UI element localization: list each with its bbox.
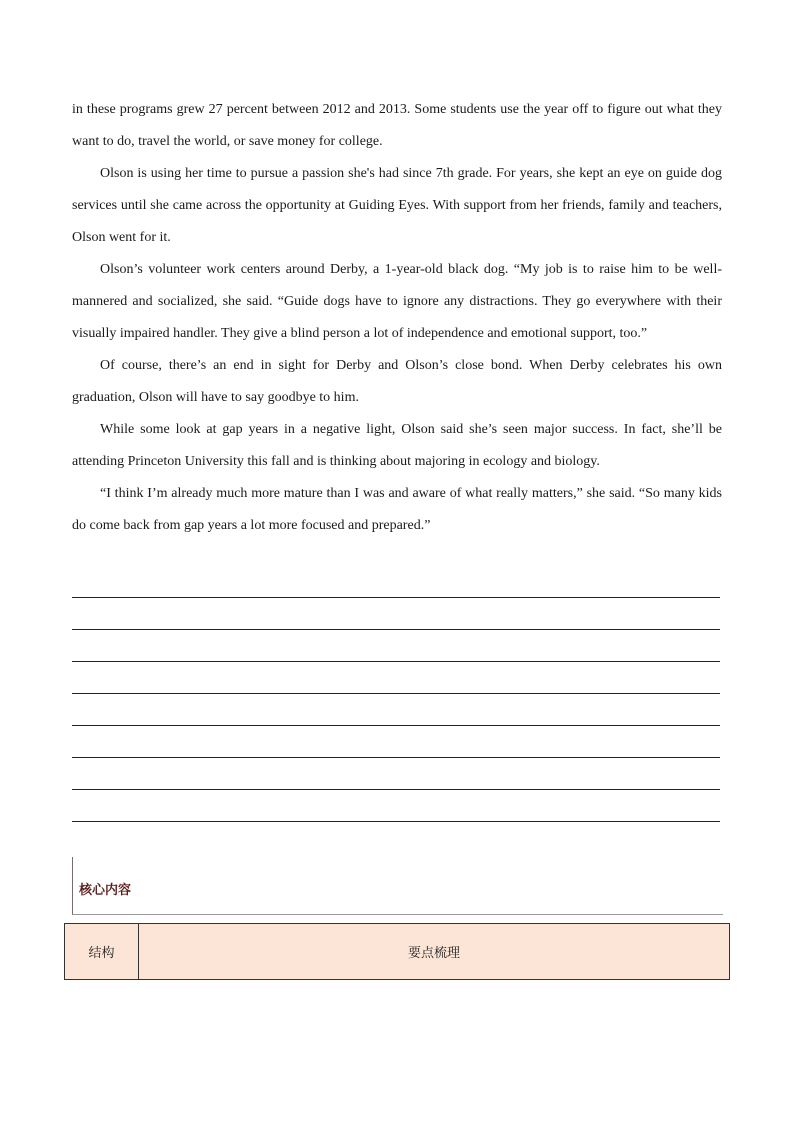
answer-line xyxy=(72,642,720,674)
paragraph-6: “I think I’m already much more mature than I was and aware of what really matters,” she said. “So many kids do come back from gap years a lot more focused and prepared.” xyxy=(72,486,722,533)
structure-table xyxy=(64,923,730,980)
answer-line xyxy=(72,578,720,610)
answer-line xyxy=(72,738,720,770)
section-header xyxy=(72,857,723,915)
section-title: 核心内容 xyxy=(79,883,132,898)
table-header-structure: 结构 xyxy=(65,924,139,980)
table-header-key-points: 要点梳理 xyxy=(139,924,730,980)
paragraph-1: in these programs grew 27 percent between 2012 and 2013. Some students use the year off to figure out what they want to do, travel the world, or save money for college. xyxy=(72,102,722,149)
paragraph-2: Olson is using her time to pursue a passion she's had since 7th grade. For years, she kept an eye on guide dog services until she came across the opportunity at Guiding Eyes. With support from her friends, family and teachers, Olson went for it. xyxy=(72,166,722,245)
answer-line xyxy=(72,802,720,834)
answer-line xyxy=(72,706,720,738)
paragraph-4: Of course, there’s an end in sight for Derby and Olson’s close bond. When Derby celebrates his own graduation, Olson will have to say goodbye to him. xyxy=(72,358,722,405)
answer-line xyxy=(72,610,720,642)
answer-lines xyxy=(72,578,720,834)
paragraph-5: While some look at gap years in a negative light, Olson said she’s seen major success. In fact, she’ll be attending Princeton University this fall and is thinking about majoring in ecology and biology. xyxy=(72,422,722,469)
answer-line xyxy=(72,674,720,706)
table-header-row xyxy=(65,924,730,980)
paragraph-3: Olson’s volunteer work centers around Derby, a 1-year-old black dog. “My job is to raise him to be well-mannered and socialized, she said. “Guide dogs have to ignore any distractions. They go everywhere with their visually impaired handler. They give a blind person a lot of independence and emotional support, too.” xyxy=(72,262,722,341)
article-body xyxy=(72,94,722,542)
answer-line xyxy=(72,770,720,802)
